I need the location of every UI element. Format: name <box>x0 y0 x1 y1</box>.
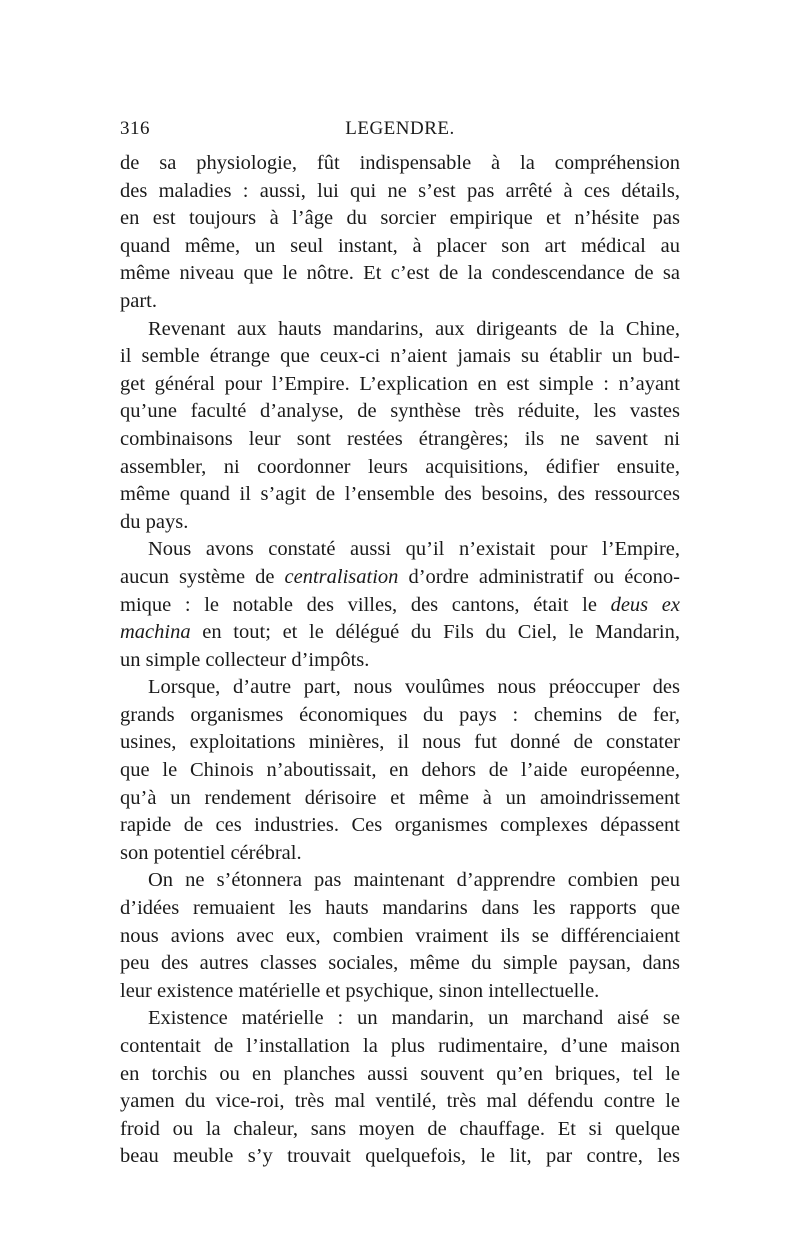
running-title: LEGENDRE. <box>345 118 455 139</box>
text-line: grands organismes économiques du pays : chemins de fer, <box>120 703 680 726</box>
text-line: leur existence matérielle et psychique, sinon intellectuelle. <box>120 979 600 1002</box>
text-line: part. <box>120 289 157 312</box>
text-line: que le Chinois n’aboutissait, en dehors de l’aide européenne, <box>120 759 680 782</box>
text-line: en est toujours à l’âge du sorcier empirique et n’hésite pas <box>120 207 680 230</box>
text-line <box>120 592 680 620</box>
italic-term: centralisation <box>284 565 399 588</box>
text-line: un simple collecteur d’impôts. <box>120 648 370 671</box>
text-line: en torchis ou en planches aussi souvent qu’en briques, tel le <box>120 1062 680 1085</box>
text-line: même quand il s’agit de l’ensemble des besoins, des ressources <box>120 483 680 506</box>
text-line <box>120 564 680 592</box>
text-line: de sa physiologie, fût indispensable à la compréhension <box>120 152 680 174</box>
text-line: peu des autres classes sociales, même du simple paysan, dans <box>120 952 680 975</box>
italic-term: machina <box>120 621 191 644</box>
text-line: froid ou la chaleur, sans moyen de chauffage. Et si quelque <box>120 1117 680 1140</box>
italic-term: deus ex <box>610 593 681 616</box>
body-text <box>120 150 680 1171</box>
text-line: contentait de l’installation la plus rudimentaire, d’une maison <box>120 1035 680 1057</box>
text-segment: en tout; et le délégué du Fils du Ciel, le Mandarin, <box>190 621 680 644</box>
text-line: son potentiel cérébral. <box>120 841 302 864</box>
paragraph-2 <box>120 316 680 537</box>
text-line: même niveau que le nôtre. Et c’est de la condescendance de sa <box>120 262 680 285</box>
text-line: combinaisons leur sont restées étrangères; ils ne savent ni <box>120 427 680 450</box>
text-segment: d’ordre administratif ou écono- <box>398 565 680 588</box>
paragraph-3 <box>120 536 680 674</box>
text-line: Lorsque, d’autre part, nous voulûmes nous préoccuper des <box>148 676 680 699</box>
book-page <box>120 112 680 1171</box>
text-line: d’idées remuaient les hauts mandarins dans les rapports que <box>120 897 680 920</box>
text-segment: aucun système de <box>120 565 285 588</box>
text-line: quand même, un seul instant, à placer son art médical au <box>120 234 680 257</box>
running-head <box>120 112 680 146</box>
text-line: beau meuble s’y trouvait quelquefois, le lit, par contre, les <box>120 1145 680 1168</box>
page-number: 316 <box>120 118 150 139</box>
text-line: rapide de ces industries. Ces organismes complexes dépassent <box>120 814 680 837</box>
text-line: qu’une faculté d’analyse, de synthèse très réduite, les vastes <box>120 400 680 423</box>
text-line: Nous avons constaté aussi qu’il n’existait pour l’Empire, <box>148 538 680 561</box>
text-segment: mique : le notable des villes, des cantons, était le <box>120 593 611 616</box>
text-line: il semble étrange que ceux-ci n’aient jamais su établir un bud- <box>120 345 680 368</box>
text-line: assembler, ni coordonner leurs acquisitions, édifier ensuite, <box>120 455 680 478</box>
text-line: des maladies : aussi, lui qui ne s’est pas arrêté à ces détails, <box>120 179 680 202</box>
paragraph-5 <box>120 867 680 1005</box>
paragraph-1 <box>120 150 680 316</box>
text-line: get général pour l’Empire. L’explication en est simple : n’ayant <box>120 372 680 395</box>
paragraph-6 <box>120 1005 680 1171</box>
text-line: nous avions avec eux, combien vraiment ils se différenciaient <box>120 924 680 947</box>
text-line: qu’à un rendement dérisoire et même à un amoindrissement <box>120 786 680 809</box>
text-line: yamen du vice-roi, très mal ventilé, très mal défendu contre le <box>120 1090 680 1113</box>
text-line <box>120 619 680 647</box>
text-line: Existence matérielle : un mandarin, un marchand aisé se <box>148 1007 680 1030</box>
text-line: usines, exploitations minières, il nous fut donné de constater <box>120 731 680 754</box>
text-line: Revenant aux hauts mandarins, aux dirigeants de la Chine, <box>148 317 680 340</box>
text-line: On ne s’étonnera pas maintenant d’apprendre combien peu <box>148 869 680 892</box>
paragraph-4 <box>120 674 680 867</box>
text-line: du pays. <box>120 510 189 533</box>
